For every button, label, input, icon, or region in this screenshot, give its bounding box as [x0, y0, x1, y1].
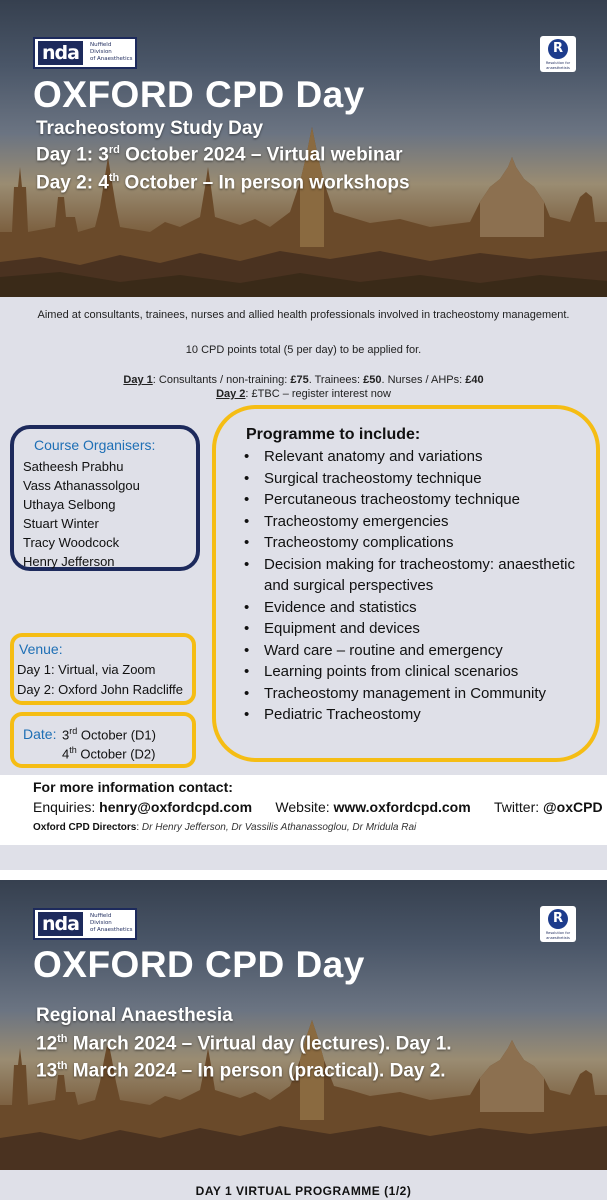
date-heading: Date: [23, 726, 57, 742]
directors-names: Dr Henry Jefferson, Dr Vassilis Athanassoglou, Dr Mridula Rai [141, 822, 417, 833]
date-d1-sup: rd [69, 726, 78, 736]
directors-label: Oxford CPD Directors [33, 822, 137, 833]
day2-suffix: March 2024 – In person (practical). Day 2. [67, 1060, 446, 1082]
list-item: • Tracheostomy management in Community [240, 683, 590, 705]
pricing-day1-label: Day 1 [123, 374, 153, 386]
venue-day1: Day 1: Virtual, via Zoom [17, 662, 156, 677]
trainee-price: £50 [363, 374, 382, 386]
contact-heading: For more information contact: [33, 779, 233, 795]
date-d2-sup: th [69, 745, 77, 755]
trainee-text: . Trainees: [308, 374, 364, 386]
resolution-logo-text: Resolution for anaesthetists [545, 931, 571, 940]
resolution-logo-mark: R [548, 39, 568, 59]
day1-suffix: October 2024 – Virtual webinar [119, 144, 403, 166]
directors-line: Oxford CPD Directors: Dr Henry Jefferson, Dr Vassilis Athanassoglou, Dr Mridula Rai [33, 822, 417, 833]
pricing-day2-label: Day 2 [216, 388, 246, 400]
programme-list [240, 446, 590, 726]
cpd-points-text: 10 CPD points total (5 per day) to be applied for. [185, 344, 422, 356]
date-d1-prefix: 3 [62, 727, 70, 743]
day2-sup: th [108, 172, 120, 184]
list-item: • Ward care – routine and emergency [240, 640, 590, 662]
consultant-price: £75 [290, 374, 309, 386]
resolution-logo-text: Resolution for anaesthetists [545, 61, 571, 70]
day2-suffix: October – In person workshops [119, 172, 410, 194]
day2-heading [36, 1060, 446, 1082]
list-item: • Evidence and statistics [240, 597, 590, 619]
event-subtitle: Tracheostomy Study Day [36, 118, 264, 139]
twitter-label: Twitter: [494, 799, 544, 815]
list-item: • Tracheostomy emergencies [240, 511, 590, 533]
organisers-list [23, 457, 140, 571]
day1-prefix: Day 1: 3 [36, 144, 109, 166]
date-d2 [62, 745, 156, 761]
nda-logo-line: Division [90, 920, 112, 926]
day2-prefix: Day 2: 4 [36, 172, 109, 194]
date-d2-suffix: October (D2) [76, 746, 156, 762]
organisers-box [10, 425, 200, 571]
programme-box [212, 405, 600, 762]
day1-suffix: March 2024 – Virtual day (lectures). Day 1. [67, 1033, 452, 1055]
pricing-day2 [0, 388, 607, 400]
nurse-text: . Nurses / AHPs: [381, 374, 466, 386]
nda-logo-mark: nda [38, 912, 83, 936]
nda-logo-line: of Anaesthetics [90, 927, 133, 933]
nda-logo-line: Nuffield [90, 913, 112, 919]
resolution-logo [540, 906, 576, 942]
nda-logo-line: Nuffield [90, 42, 112, 48]
day2-sup: th [57, 1060, 68, 1072]
nda-logo-text [90, 913, 133, 934]
organisers-heading: Course Organisers: [34, 437, 156, 453]
date-d1-suffix: October (D1) [77, 727, 156, 743]
organiser-name: Stuart Winter [23, 516, 99, 531]
organiser-name: Uthaya Selbong [23, 497, 116, 512]
pricing-day2-text: : £TBC – register interest now [245, 388, 391, 400]
organiser-name: Henry Jefferson [23, 554, 115, 569]
list-item: • Relevant anatomy and variations [240, 446, 590, 468]
list-item: • Tracheostomy complications [240, 532, 590, 554]
enquiries-email-link[interactable]: henry@oxfordcpd.com [99, 799, 253, 815]
contact-footer [0, 775, 607, 845]
pricing-day1-text: : Consultants / non-training: [152, 374, 291, 386]
twitter-link[interactable]: @oxCPD [543, 799, 603, 815]
page-title: OXFORD CPD Day [33, 74, 365, 115]
list-item: • Pediatric Tracheostomy [240, 704, 590, 726]
nurse-price: £40 [465, 374, 484, 386]
programme-heading: Programme to include: [246, 426, 421, 443]
organiser-name: Tracy Woodcock [23, 535, 120, 550]
event-subtitle: Regional Anaesthesia [36, 1005, 233, 1026]
enquiries-label: Enquiries: [33, 799, 100, 815]
list-item: • Decision making for tracheostomy: anaesthetic and surgical perspectives [240, 554, 590, 597]
day1-prefix: 12 [36, 1033, 58, 1055]
nda-logo-text [90, 42, 133, 63]
date-d1 [62, 726, 156, 742]
website-label: Website: [275, 799, 334, 815]
day2-prefix: 13 [36, 1060, 58, 1082]
oxford-skyline-hero [0, 880, 607, 1170]
list-item: • Learning points from clinical scenarios [240, 661, 590, 683]
pricing-day1 [0, 374, 607, 386]
website-link[interactable]: www.oxfordcpd.com [333, 799, 471, 815]
date-box [10, 712, 196, 768]
poster-regional-anaesthesia [0, 880, 607, 1200]
audience-text: Aimed at consultants, trainees, nurses and allied health professionals involved in tracheostomy management. [37, 309, 570, 321]
nda-logo-mark: nda [38, 41, 83, 65]
day1-heading [36, 1033, 452, 1055]
organiser-name: Satheesh Prabhu [23, 459, 124, 474]
page-title: OXFORD CPD Day [33, 944, 365, 985]
resolution-logo [540, 36, 576, 72]
nda-logo [33, 908, 137, 940]
venue-box [10, 633, 196, 705]
contact-line [33, 799, 603, 815]
organiser-name: Vass Athanassolgou [23, 478, 140, 493]
oxford-skyline-hero [0, 0, 607, 297]
resolution-logo-mark: R [548, 909, 568, 929]
venue-day2: Day 2: Oxford John Radcliffe [17, 682, 183, 697]
nda-logo-line: of Anaesthetics [90, 56, 133, 62]
day2-heading [36, 172, 410, 194]
nda-logo-line: Division [90, 49, 112, 55]
programme-heading-cut: DAY 1 VIRTUAL PROGRAMME (1/2) [195, 1184, 412, 1198]
venue-heading: Venue: [19, 641, 63, 657]
day1-sup: rd [108, 144, 120, 156]
date-d2-prefix: 4 [62, 746, 70, 762]
nda-logo [33, 37, 137, 69]
day1-sup: th [57, 1033, 68, 1045]
list-item: • Percutaneous tracheostomy technique [240, 489, 590, 511]
list-item: • Surgical tracheostomy technique [240, 468, 590, 490]
day1-heading [36, 144, 403, 166]
list-item: • Equipment and devices [240, 618, 590, 640]
